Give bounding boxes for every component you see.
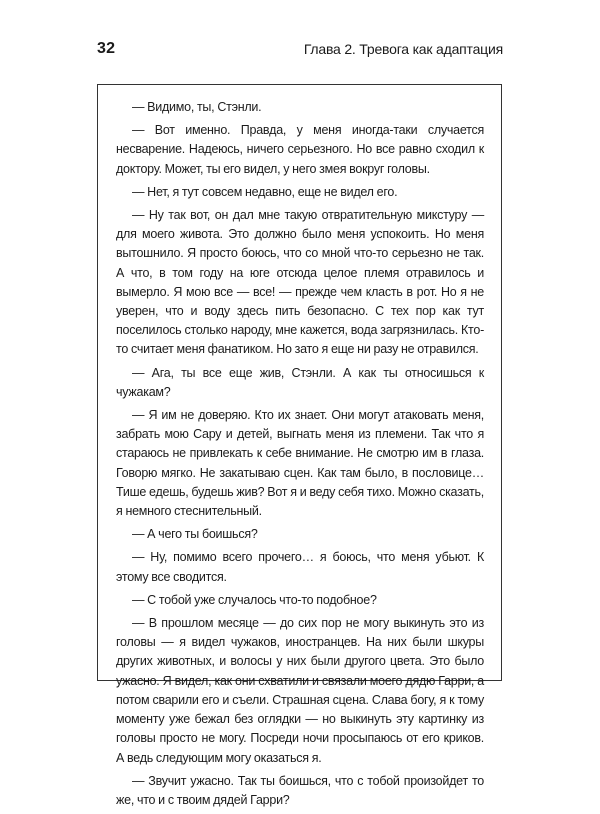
paragraph: — Я им не доверяю. Кто их знает. Они могут атаковать меня, забрать мою Сару и детей, выгнать меня из племени. Так что я стараюсь не привлекать к себе внимание. Не смотрю им в глаза. Говорю мягко. Не закатываю сцен. Как там было, в пословице… Тише едешь, будешь жив? Вот я и веду себя тихо. Можно сказать, я немного стеснительный. bbox=[116, 408, 484, 519]
paragraph: — Звучит ужасно. Так ты боишься, что с тобой произойдет то же, что и с твоим дядей Гарри? bbox=[116, 773, 484, 807]
paragraph: — С тобой уже случалось что-то подобное? bbox=[132, 592, 377, 607]
paragraph: — Видимо, ты, Стэнли. bbox=[132, 100, 262, 114]
paragraph: — Вот именно. Правда, у меня иногда-таки случается несварение. Надеюсь, ничего серьезного. Но все равно сходил к доктору. Может, ты его видел, у него змея вокруг головы. bbox=[116, 123, 484, 176]
paragraph: — А чего ты боишься? bbox=[132, 527, 258, 542]
page-number: 32 bbox=[97, 40, 116, 57]
paragraph: — Ну так вот, он дал мне такую отвратительную микстуру — для моего живота. Это должно было меня успокоить. Но меня вытошнило. Я просто боюсь, что со мной что-то серьезно не так. А что, в том году на юге отсюда целое племя отравилось и вымерло. Я мою все — все! — прежде чем класть в рот. Но я не уверен, что и воду здесь пить безопасно. С тех пор как тут поселилось столько народу, мне кажется, вода загрязнилась. Кто-то считает меня фанатиком. Но зато я еще ни разу не отравился. bbox=[116, 208, 484, 357]
dialogue-text bbox=[116, 98, 484, 814]
paragraph: — Ну, помимо всего прочего… я боюсь, что меня убьют. К этому все сводится. bbox=[116, 550, 484, 584]
paragraph: — В прошлом месяце — до сих пор не могу выкинуть это из головы — я видел чужаков, иностранцев. На них были шкуры других животных, и волосы у них были другого цвета. Это было ужасно. Я видел, как они схватили и связали моего дядю Гарри, а потом сварили его и съели. Страшная сцена. Слава богу, я к тому моменту уже бежал без оглядки — но выкинуть эту картинку из головы просто не могу. Посреди ночи просыпаюсь от его криков. А ведь следующим могу оказаться я. bbox=[116, 616, 484, 765]
chapter-title-header: Глава 2. Тревога как адаптация bbox=[303, 41, 503, 57]
paragraph: — Нет, я тут совсем недавно, еще не видел его. bbox=[132, 184, 398, 199]
paragraph: — Ага, ты все еще жив, Стэнли. А как ты относишься к чужакам? bbox=[116, 365, 484, 399]
